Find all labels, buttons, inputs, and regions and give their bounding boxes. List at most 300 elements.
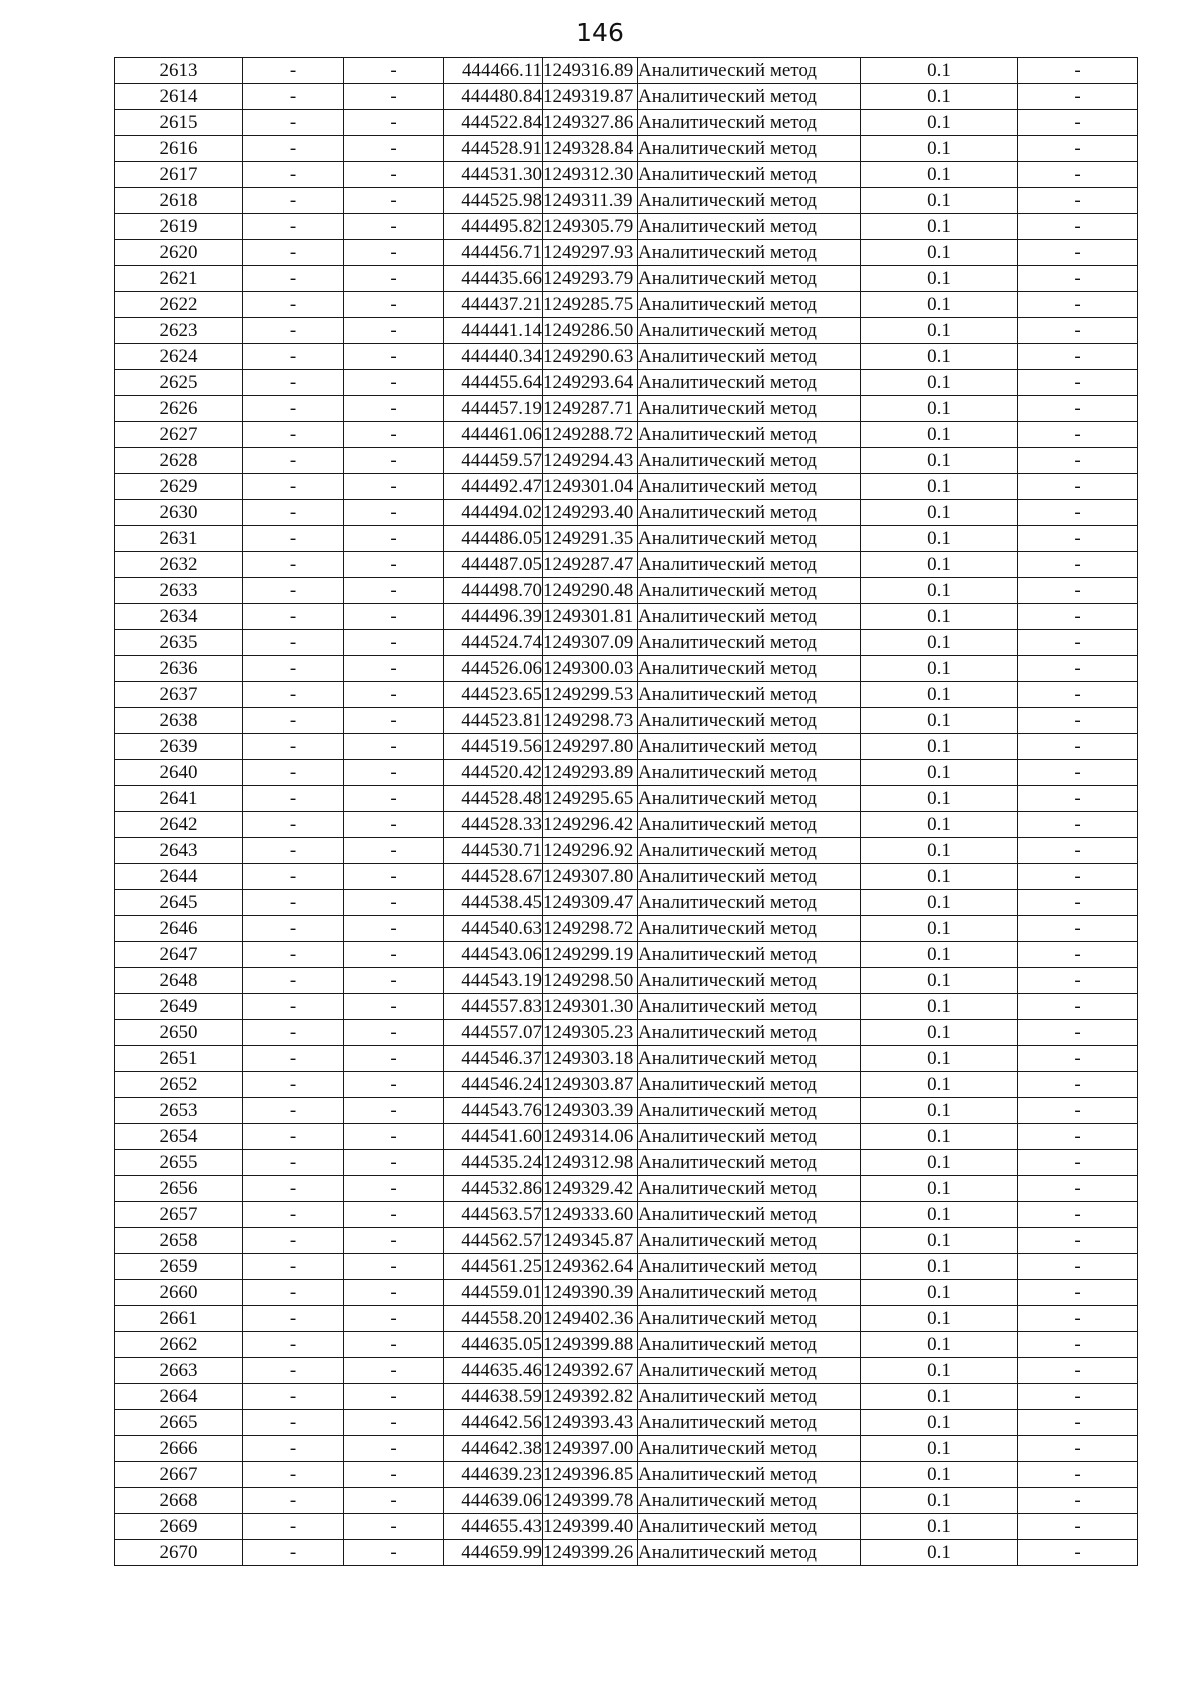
empty-value-cell: - — [243, 1540, 344, 1566]
method-cell: Аналитический метод — [638, 318, 861, 344]
empty-value-cell: - — [243, 1306, 344, 1332]
method-cell: Аналитический метод — [638, 84, 861, 110]
method-cell: Аналитический метод — [638, 708, 861, 734]
empty-value-cell: - — [344, 838, 444, 864]
x-coordinate-cell: 444655.43 — [444, 1514, 543, 1540]
empty-value-cell: - — [1018, 1410, 1138, 1436]
accuracy-cell: 0.1 — [861, 1514, 1018, 1540]
empty-value-cell: - — [1018, 110, 1138, 136]
table-row — [115, 578, 1138, 604]
empty-value-cell: - — [1018, 292, 1138, 318]
x-coordinate-cell: 444540.63 — [444, 916, 543, 942]
method-cell: Аналитический метод — [638, 266, 861, 292]
point-number-cell: 2622 — [115, 292, 243, 318]
accuracy-cell: 0.1 — [861, 214, 1018, 240]
x-coordinate-cell: 444642.56 — [444, 1410, 543, 1436]
x-coordinate-cell: 444635.05 — [444, 1332, 543, 1358]
table-row — [115, 396, 1138, 422]
method-cell: Аналитический метод — [638, 1410, 861, 1436]
x-coordinate-cell: 444535.24 — [444, 1150, 543, 1176]
empty-value-cell: - — [344, 734, 444, 760]
table-row — [115, 162, 1138, 188]
y-coordinate-cell: 1249399.88 — [543, 1332, 638, 1358]
table-row — [115, 1514, 1138, 1540]
empty-value-cell: - — [243, 1514, 344, 1540]
accuracy-cell: 0.1 — [861, 734, 1018, 760]
empty-value-cell: - — [243, 578, 344, 604]
empty-value-cell: - — [344, 266, 444, 292]
empty-value-cell: - — [1018, 812, 1138, 838]
point-number-cell: 2647 — [115, 942, 243, 968]
accuracy-cell: 0.1 — [861, 942, 1018, 968]
x-coordinate-cell: 444546.24 — [444, 1072, 543, 1098]
y-coordinate-cell: 1249305.79 — [543, 214, 638, 240]
y-coordinate-cell: 1249290.63 — [543, 344, 638, 370]
x-coordinate-cell: 444659.99 — [444, 1540, 543, 1566]
empty-value-cell: - — [1018, 1280, 1138, 1306]
table-row — [115, 1020, 1138, 1046]
method-cell: Аналитический метод — [638, 916, 861, 942]
method-cell: Аналитический метод — [638, 1150, 861, 1176]
x-coordinate-cell: 444461.06 — [444, 422, 543, 448]
accuracy-cell: 0.1 — [861, 58, 1018, 84]
accuracy-cell: 0.1 — [861, 578, 1018, 604]
empty-value-cell: - — [344, 604, 444, 630]
y-coordinate-cell: 1249399.78 — [543, 1488, 638, 1514]
empty-value-cell: - — [1018, 1124, 1138, 1150]
y-coordinate-cell: 1249291.35 — [543, 526, 638, 552]
empty-value-cell: - — [344, 500, 444, 526]
x-coordinate-cell: 444532.86 — [444, 1176, 543, 1202]
empty-value-cell: - — [243, 1228, 344, 1254]
accuracy-cell: 0.1 — [861, 994, 1018, 1020]
point-number-cell: 2655 — [115, 1150, 243, 1176]
table-row — [115, 1124, 1138, 1150]
empty-value-cell: - — [1018, 942, 1138, 968]
y-coordinate-cell: 1249396.85 — [543, 1462, 638, 1488]
point-number-cell: 2661 — [115, 1306, 243, 1332]
empty-value-cell: - — [243, 370, 344, 396]
x-coordinate-cell: 444486.05 — [444, 526, 543, 552]
point-number-cell: 2638 — [115, 708, 243, 734]
y-coordinate-cell: 1249390.39 — [543, 1280, 638, 1306]
point-number-cell: 2660 — [115, 1280, 243, 1306]
empty-value-cell: - — [243, 916, 344, 942]
empty-value-cell: - — [243, 500, 344, 526]
method-cell: Аналитический метод — [638, 578, 861, 604]
empty-value-cell: - — [243, 864, 344, 890]
empty-value-cell: - — [344, 1228, 444, 1254]
point-number-cell: 2634 — [115, 604, 243, 630]
empty-value-cell: - — [1018, 1514, 1138, 1540]
empty-value-cell: - — [243, 682, 344, 708]
accuracy-cell: 0.1 — [861, 1176, 1018, 1202]
x-coordinate-cell: 444526.06 — [444, 656, 543, 682]
empty-value-cell: - — [1018, 552, 1138, 578]
accuracy-cell: 0.1 — [861, 838, 1018, 864]
empty-value-cell: - — [243, 1202, 344, 1228]
x-coordinate-cell: 444546.37 — [444, 1046, 543, 1072]
method-cell: Аналитический метод — [638, 1072, 861, 1098]
point-number-cell: 2670 — [115, 1540, 243, 1566]
y-coordinate-cell: 1249345.87 — [543, 1228, 638, 1254]
empty-value-cell: - — [1018, 448, 1138, 474]
y-coordinate-cell: 1249309.47 — [543, 890, 638, 916]
method-cell: Аналитический метод — [638, 760, 861, 786]
y-coordinate-cell: 1249296.42 — [543, 812, 638, 838]
table-row — [115, 864, 1138, 890]
x-coordinate-cell: 444496.39 — [444, 604, 543, 630]
empty-value-cell: - — [344, 526, 444, 552]
empty-value-cell: - — [243, 58, 344, 84]
x-coordinate-cell: 444639.06 — [444, 1488, 543, 1514]
empty-value-cell: - — [344, 448, 444, 474]
y-coordinate-cell: 1249286.50 — [543, 318, 638, 344]
method-cell: Аналитический метод — [638, 1306, 861, 1332]
table-row — [115, 708, 1138, 734]
accuracy-cell: 0.1 — [861, 812, 1018, 838]
empty-value-cell: - — [1018, 838, 1138, 864]
point-number-cell: 2669 — [115, 1514, 243, 1540]
accuracy-cell: 0.1 — [861, 344, 1018, 370]
empty-value-cell: - — [243, 292, 344, 318]
empty-value-cell: - — [344, 786, 444, 812]
table-row — [115, 1462, 1138, 1488]
x-coordinate-cell: 444562.57 — [444, 1228, 543, 1254]
empty-value-cell: - — [243, 240, 344, 266]
empty-value-cell: - — [1018, 1436, 1138, 1462]
method-cell: Аналитический метод — [638, 370, 861, 396]
method-cell: Аналитический метод — [638, 1540, 861, 1566]
y-coordinate-cell: 1249293.64 — [543, 370, 638, 396]
method-cell: Аналитический метод — [638, 1124, 861, 1150]
empty-value-cell: - — [344, 760, 444, 786]
empty-value-cell: - — [344, 1124, 444, 1150]
method-cell: Аналитический метод — [638, 110, 861, 136]
empty-value-cell: - — [344, 1306, 444, 1332]
empty-value-cell: - — [243, 1358, 344, 1384]
table-row — [115, 1150, 1138, 1176]
y-coordinate-cell: 1249298.50 — [543, 968, 638, 994]
method-cell: Аналитический метод — [638, 838, 861, 864]
empty-value-cell: - — [243, 708, 344, 734]
table-row — [115, 448, 1138, 474]
empty-value-cell: - — [1018, 734, 1138, 760]
y-coordinate-cell: 1249301.81 — [543, 604, 638, 630]
method-cell: Аналитический метод — [638, 1098, 861, 1124]
y-coordinate-cell: 1249328.84 — [543, 136, 638, 162]
point-number-cell: 2635 — [115, 630, 243, 656]
point-number-cell: 2625 — [115, 370, 243, 396]
method-cell: Аналитический метод — [638, 162, 861, 188]
x-coordinate-cell: 444523.81 — [444, 708, 543, 734]
x-coordinate-cell: 444498.70 — [444, 578, 543, 604]
empty-value-cell: - — [344, 682, 444, 708]
empty-value-cell: - — [1018, 162, 1138, 188]
y-coordinate-cell: 1249329.42 — [543, 1176, 638, 1202]
y-coordinate-cell: 1249333.60 — [543, 1202, 638, 1228]
y-coordinate-cell: 1249287.71 — [543, 396, 638, 422]
empty-value-cell: - — [344, 474, 444, 500]
method-cell: Аналитический метод — [638, 1254, 861, 1280]
point-number-cell: 2613 — [115, 58, 243, 84]
empty-value-cell: - — [243, 1462, 344, 1488]
accuracy-cell: 0.1 — [861, 1150, 1018, 1176]
method-cell: Аналитический метод — [638, 812, 861, 838]
x-coordinate-cell: 444538.45 — [444, 890, 543, 916]
empty-value-cell: - — [1018, 1046, 1138, 1072]
empty-value-cell: - — [1018, 84, 1138, 110]
empty-value-cell: - — [1018, 266, 1138, 292]
accuracy-cell: 0.1 — [861, 1072, 1018, 1098]
empty-value-cell: - — [344, 1072, 444, 1098]
empty-value-cell: - — [243, 84, 344, 110]
empty-value-cell: - — [1018, 474, 1138, 500]
x-coordinate-cell: 444480.84 — [444, 84, 543, 110]
point-number-cell: 2628 — [115, 448, 243, 474]
empty-value-cell: - — [243, 1254, 344, 1280]
y-coordinate-cell: 1249293.79 — [543, 266, 638, 292]
x-coordinate-cell: 444520.42 — [444, 760, 543, 786]
table-row — [115, 1098, 1138, 1124]
empty-value-cell: - — [1018, 422, 1138, 448]
accuracy-cell: 0.1 — [861, 318, 1018, 344]
empty-value-cell: - — [344, 1436, 444, 1462]
table-row — [115, 500, 1138, 526]
empty-value-cell: - — [243, 1280, 344, 1306]
empty-value-cell: - — [243, 396, 344, 422]
point-number-cell: 2667 — [115, 1462, 243, 1488]
y-coordinate-cell: 1249293.89 — [543, 760, 638, 786]
empty-value-cell: - — [243, 786, 344, 812]
empty-value-cell: - — [344, 916, 444, 942]
empty-value-cell: - — [243, 734, 344, 760]
table-row — [115, 656, 1138, 682]
point-number-cell: 2614 — [115, 84, 243, 110]
empty-value-cell: - — [344, 994, 444, 1020]
accuracy-cell: 0.1 — [861, 1332, 1018, 1358]
empty-value-cell: - — [344, 370, 444, 396]
table-row — [115, 474, 1138, 500]
method-cell: Аналитический метод — [638, 864, 861, 890]
x-coordinate-cell: 444528.33 — [444, 812, 543, 838]
method-cell: Аналитический метод — [638, 1176, 861, 1202]
accuracy-cell: 0.1 — [861, 552, 1018, 578]
y-coordinate-cell: 1249311.39 — [543, 188, 638, 214]
empty-value-cell: - — [344, 1020, 444, 1046]
y-coordinate-cell: 1249362.64 — [543, 1254, 638, 1280]
x-coordinate-cell: 444455.64 — [444, 370, 543, 396]
table-row — [115, 1332, 1138, 1358]
empty-value-cell: - — [1018, 708, 1138, 734]
x-coordinate-cell: 444441.14 — [444, 318, 543, 344]
point-number-cell: 2666 — [115, 1436, 243, 1462]
x-coordinate-cell: 444543.76 — [444, 1098, 543, 1124]
x-coordinate-cell: 444558.20 — [444, 1306, 543, 1332]
method-cell: Аналитический метод — [638, 136, 861, 162]
page-number: 146 — [576, 18, 624, 47]
y-coordinate-cell: 1249298.72 — [543, 916, 638, 942]
y-coordinate-cell: 1249312.98 — [543, 1150, 638, 1176]
empty-value-cell: - — [344, 812, 444, 838]
empty-value-cell: - — [344, 162, 444, 188]
x-coordinate-cell: 444494.02 — [444, 500, 543, 526]
table-row — [115, 1046, 1138, 1072]
empty-value-cell: - — [1018, 1072, 1138, 1098]
table-row — [115, 994, 1138, 1020]
method-cell: Аналитический метод — [638, 1202, 861, 1228]
y-coordinate-cell: 1249287.47 — [543, 552, 638, 578]
empty-value-cell: - — [243, 890, 344, 916]
accuracy-cell: 0.1 — [861, 396, 1018, 422]
empty-value-cell: - — [1018, 1306, 1138, 1332]
x-coordinate-cell: 444559.01 — [444, 1280, 543, 1306]
empty-value-cell: - — [243, 1436, 344, 1462]
accuracy-cell: 0.1 — [861, 1488, 1018, 1514]
table-row — [115, 240, 1138, 266]
point-number-cell: 2619 — [115, 214, 243, 240]
table-row — [115, 1202, 1138, 1228]
empty-value-cell: - — [1018, 1176, 1138, 1202]
point-number-cell: 2656 — [115, 1176, 243, 1202]
empty-value-cell: - — [243, 162, 344, 188]
table-row — [115, 552, 1138, 578]
x-coordinate-cell: 444543.06 — [444, 942, 543, 968]
empty-value-cell: - — [344, 1410, 444, 1436]
y-coordinate-cell: 1249305.23 — [543, 1020, 638, 1046]
empty-value-cell: - — [1018, 1254, 1138, 1280]
empty-value-cell: - — [243, 1072, 344, 1098]
y-coordinate-cell: 1249303.18 — [543, 1046, 638, 1072]
y-coordinate-cell: 1249316.89 — [543, 58, 638, 84]
method-cell: Аналитический метод — [638, 396, 861, 422]
x-coordinate-cell: 444638.59 — [444, 1384, 543, 1410]
empty-value-cell: - — [243, 110, 344, 136]
method-cell: Аналитический метод — [638, 994, 861, 1020]
accuracy-cell: 0.1 — [861, 1410, 1018, 1436]
accuracy-cell: 0.1 — [861, 188, 1018, 214]
point-number-cell: 2633 — [115, 578, 243, 604]
point-number-cell: 2658 — [115, 1228, 243, 1254]
empty-value-cell: - — [1018, 656, 1138, 682]
point-number-cell: 2662 — [115, 1332, 243, 1358]
accuracy-cell: 0.1 — [861, 448, 1018, 474]
point-number-cell: 2644 — [115, 864, 243, 890]
accuracy-cell: 0.1 — [861, 760, 1018, 786]
empty-value-cell: - — [1018, 1332, 1138, 1358]
empty-value-cell: - — [1018, 1020, 1138, 1046]
y-coordinate-cell: 1249392.67 — [543, 1358, 638, 1384]
empty-value-cell: - — [344, 1332, 444, 1358]
empty-value-cell: - — [1018, 968, 1138, 994]
x-coordinate-cell: 444528.48 — [444, 786, 543, 812]
table-row — [115, 214, 1138, 240]
accuracy-cell: 0.1 — [861, 422, 1018, 448]
empty-value-cell: - — [1018, 344, 1138, 370]
method-cell: Аналитический метод — [638, 942, 861, 968]
y-coordinate-cell: 1249327.86 — [543, 110, 638, 136]
empty-value-cell: - — [1018, 136, 1138, 162]
y-coordinate-cell: 1249299.19 — [543, 942, 638, 968]
table-row — [115, 422, 1138, 448]
empty-value-cell: - — [243, 838, 344, 864]
empty-value-cell: - — [243, 1020, 344, 1046]
point-number-cell: 2657 — [115, 1202, 243, 1228]
point-number-cell: 2646 — [115, 916, 243, 942]
accuracy-cell: 0.1 — [861, 500, 1018, 526]
empty-value-cell: - — [344, 552, 444, 578]
method-cell: Аналитический метод — [638, 526, 861, 552]
y-coordinate-cell: 1249288.72 — [543, 422, 638, 448]
point-number-cell: 2626 — [115, 396, 243, 422]
empty-value-cell: - — [1018, 1202, 1138, 1228]
point-number-cell: 2650 — [115, 1020, 243, 1046]
empty-value-cell: - — [243, 188, 344, 214]
empty-value-cell: - — [344, 630, 444, 656]
x-coordinate-cell: 444435.66 — [444, 266, 543, 292]
x-coordinate-cell: 444642.38 — [444, 1436, 543, 1462]
empty-value-cell: - — [1018, 786, 1138, 812]
y-coordinate-cell: 1249393.43 — [543, 1410, 638, 1436]
point-number-cell: 2640 — [115, 760, 243, 786]
y-coordinate-cell: 1249297.93 — [543, 240, 638, 266]
point-number-cell: 2659 — [115, 1254, 243, 1280]
table-row — [115, 760, 1138, 786]
empty-value-cell: - — [344, 1280, 444, 1306]
empty-value-cell: - — [344, 1202, 444, 1228]
empty-value-cell: - — [344, 1046, 444, 1072]
x-coordinate-cell: 444541.60 — [444, 1124, 543, 1150]
empty-value-cell: - — [1018, 682, 1138, 708]
empty-value-cell: - — [243, 448, 344, 474]
point-number-cell: 2668 — [115, 1488, 243, 1514]
method-cell: Аналитический метод — [638, 604, 861, 630]
accuracy-cell: 0.1 — [861, 786, 1018, 812]
x-coordinate-cell: 444440.34 — [444, 344, 543, 370]
empty-value-cell: - — [243, 1410, 344, 1436]
point-number-cell: 2617 — [115, 162, 243, 188]
y-coordinate-cell: 1249301.30 — [543, 994, 638, 1020]
y-coordinate-cell: 1249402.36 — [543, 1306, 638, 1332]
point-number-cell: 2663 — [115, 1358, 243, 1384]
x-coordinate-cell: 444528.67 — [444, 864, 543, 890]
empty-value-cell: - — [344, 1384, 444, 1410]
point-number-cell: 2624 — [115, 344, 243, 370]
table-row — [115, 1358, 1138, 1384]
method-cell: Аналитический метод — [638, 500, 861, 526]
empty-value-cell: - — [344, 1462, 444, 1488]
accuracy-cell: 0.1 — [861, 1098, 1018, 1124]
method-cell: Аналитический метод — [638, 1332, 861, 1358]
empty-value-cell: - — [243, 474, 344, 500]
empty-value-cell: - — [1018, 916, 1138, 942]
point-number-cell: 2632 — [115, 552, 243, 578]
table-body — [115, 58, 1138, 1566]
empty-value-cell: - — [1018, 1358, 1138, 1384]
coordinates-table — [114, 57, 1138, 1566]
empty-value-cell: - — [344, 136, 444, 162]
method-cell: Аналитический метод — [638, 1384, 861, 1410]
accuracy-cell: 0.1 — [861, 266, 1018, 292]
method-cell: Аналитический метод — [638, 786, 861, 812]
method-cell: Аналитический метод — [638, 474, 861, 500]
empty-value-cell: - — [344, 864, 444, 890]
x-coordinate-cell: 444459.57 — [444, 448, 543, 474]
method-cell: Аналитический метод — [638, 240, 861, 266]
table-row — [115, 110, 1138, 136]
empty-value-cell: - — [243, 942, 344, 968]
accuracy-cell: 0.1 — [861, 240, 1018, 266]
